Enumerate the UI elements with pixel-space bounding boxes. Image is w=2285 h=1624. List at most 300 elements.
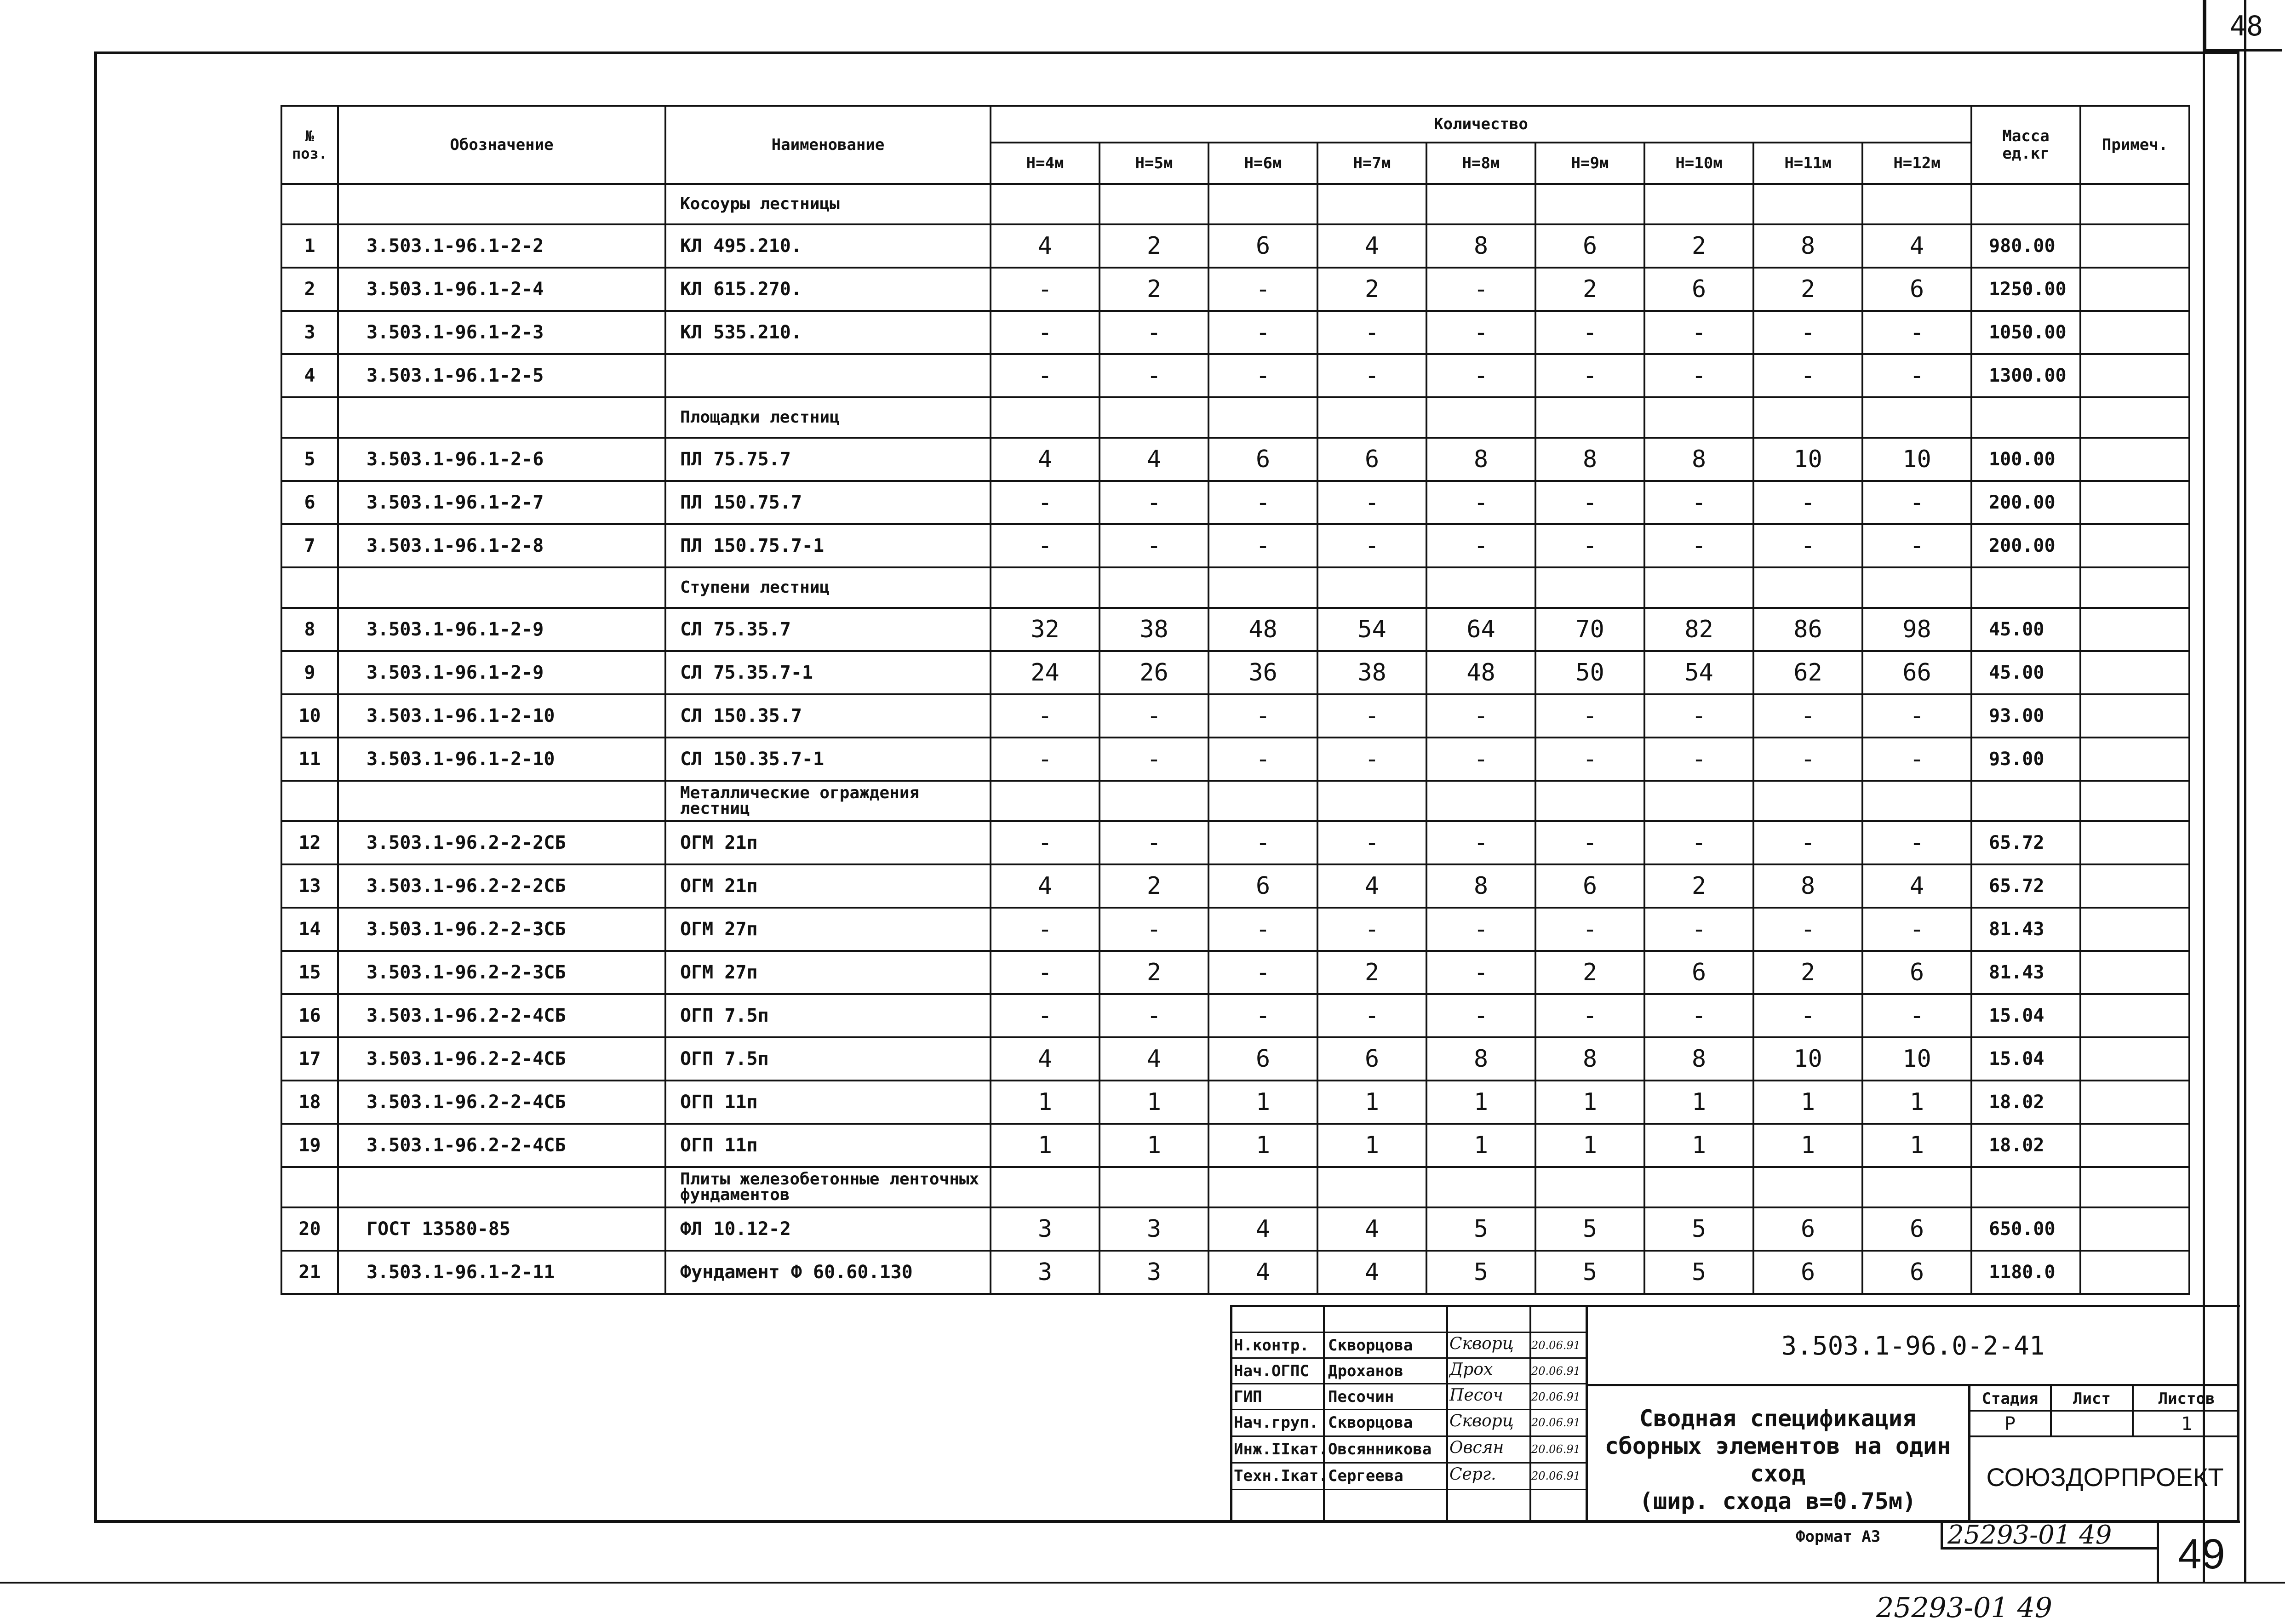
- cell-qty: 4: [991, 224, 1100, 268]
- cell-code: [338, 781, 665, 821]
- cell-qty: 1: [1317, 1081, 1426, 1124]
- cell-qty: 2: [1100, 224, 1208, 268]
- cell-qty: -: [1753, 311, 1862, 354]
- cell-qty: 6: [1753, 1251, 1862, 1294]
- doc-code: 3.503.1-96.0-2-41: [1781, 1331, 2045, 1361]
- cell-qty: -: [1208, 951, 1317, 994]
- staff-name: Песочин: [1328, 1388, 1394, 1406]
- cell-qty: 8: [1753, 864, 1862, 908]
- section-title: Косоуры лестницы: [665, 184, 991, 224]
- cell-pos: [281, 781, 338, 821]
- stage-label: Стадия: [1981, 1390, 2039, 1408]
- cell-name: КЛ 535.210.: [665, 311, 991, 354]
- cell-qty: -: [1535, 354, 1644, 397]
- cell-qty: -: [991, 524, 1100, 567]
- cell-qty: 1: [1208, 1081, 1317, 1124]
- cell-qty: [1535, 1167, 1644, 1207]
- cell-mass: 93.00: [1971, 694, 2080, 738]
- cell-qty: -: [1100, 821, 1208, 864]
- cell-qty: 36: [1208, 651, 1317, 694]
- tb-row-line: [1230, 1409, 1586, 1410]
- table-row: [281, 311, 2189, 354]
- cell-qty: 62: [1753, 651, 1862, 694]
- cell-qty: 4: [1317, 864, 1426, 908]
- cell-qty: -: [1426, 481, 1535, 524]
- cell-qty: -: [1644, 994, 1753, 1037]
- cell-qty: [1644, 1167, 1753, 1207]
- cell-code: 3.503.1-96.1-2-5: [338, 354, 665, 397]
- cell-qty: [1753, 1167, 1862, 1207]
- cell-qty: [1100, 567, 1208, 608]
- cell-qty: 3: [991, 1207, 1100, 1251]
- cell-qty: [1426, 397, 1535, 438]
- cell-pos: 14: [281, 908, 338, 951]
- cell-code: 3.503.1-96.2-2-2СБ: [338, 864, 665, 908]
- cell-qty: 4: [991, 864, 1100, 908]
- cell-qty: -: [1535, 821, 1644, 864]
- cell-qty: -: [1862, 694, 1971, 738]
- cell-qty: -: [1862, 311, 1971, 354]
- header-height-11: Н=11м: [1753, 143, 1862, 184]
- staff-role: ГИП: [1234, 1388, 1262, 1406]
- cell-qty: 6: [1644, 951, 1753, 994]
- staff-name: Скворцова: [1328, 1336, 1413, 1355]
- staff-date: 20.06.91: [1531, 1390, 1581, 1403]
- cell-qty: 54: [1317, 608, 1426, 651]
- table-row: [281, 908, 2189, 951]
- cell-name: ОГМ 21п: [665, 864, 991, 908]
- cell-qty: 6: [1535, 224, 1644, 268]
- tb-row-line: [1230, 1332, 1586, 1333]
- table-row: [281, 1081, 2189, 1124]
- table-row: [281, 524, 2189, 567]
- cell-code: 3.503.1-96.2-2-4СБ: [338, 1124, 665, 1167]
- staff-date: 20.06.91: [1531, 1416, 1581, 1429]
- cell-qty: 8: [1426, 1037, 1535, 1081]
- cell-qty: 1: [1862, 1124, 1971, 1167]
- table-row: [281, 738, 2189, 781]
- table-row: [281, 1124, 2189, 1167]
- cell-name: ПЛ 150.75.7-1: [665, 524, 991, 567]
- cell-mass: [1971, 184, 2080, 224]
- cell-qty: -: [1644, 738, 1753, 781]
- cell-qty: -: [1317, 694, 1426, 738]
- cell-qty: -: [1753, 481, 1862, 524]
- cell-qty: [1100, 397, 1208, 438]
- cell-code: [338, 184, 665, 224]
- cell-qty: -: [1208, 994, 1317, 1037]
- cell-qty: -: [1426, 951, 1535, 994]
- cell-pos: 2: [281, 268, 338, 311]
- header-height-10: Н=10м: [1644, 143, 1753, 184]
- cell-qty: -: [1753, 738, 1862, 781]
- table-row: [281, 354, 2189, 397]
- cell-qty: 1: [1100, 1124, 1208, 1167]
- cell-pos: [281, 567, 338, 608]
- cell-qty: 2: [1753, 951, 1862, 994]
- cell-qty: -: [1753, 694, 1862, 738]
- cell-pos: [281, 397, 338, 438]
- cell-qty: [1100, 184, 1208, 224]
- staff-signature: Песоч: [1449, 1386, 1503, 1405]
- cell-qty: -: [991, 268, 1100, 311]
- cell-qty: [1208, 567, 1317, 608]
- cell-qty: [1100, 1167, 1208, 1207]
- cell-note: [2080, 994, 2189, 1037]
- cell-mass: 15.04: [1971, 1037, 2080, 1081]
- cell-qty: [1535, 781, 1644, 821]
- section-title: Металлические ограждения лестниц: [665, 781, 991, 821]
- cell-qty: -: [1426, 821, 1535, 864]
- staff-signature: Скворц: [1449, 1334, 1514, 1353]
- cell-qty: 32: [991, 608, 1100, 651]
- cell-qty: [991, 781, 1100, 821]
- cell-qty: [1208, 397, 1317, 438]
- cell-qty: 2: [1317, 951, 1426, 994]
- cell-note: [2080, 524, 2189, 567]
- cell-name: СЛ 150.35.7: [665, 694, 991, 738]
- cell-qty: [1535, 397, 1644, 438]
- table-row: [281, 224, 2189, 268]
- cell-qty: 26: [1100, 651, 1208, 694]
- cell-qty: 1: [1426, 1081, 1535, 1124]
- table-row: [281, 1251, 2189, 1294]
- cell-qty: [1426, 1167, 1535, 1207]
- header-height-8: Н=8м: [1426, 143, 1535, 184]
- cell-code: ГОСТ 13580-85: [338, 1207, 665, 1251]
- staff-name: Дроханов: [1328, 1362, 1403, 1380]
- cell-qty: -: [1426, 311, 1535, 354]
- cell-qty: 6: [1862, 268, 1971, 311]
- cell-code: [338, 1167, 665, 1207]
- cell-qty: -: [1535, 694, 1644, 738]
- cell-code: 3.503.1-96.1-2-11: [338, 1251, 665, 1294]
- cell-pos: 8: [281, 608, 338, 651]
- cell-qty: -: [1100, 311, 1208, 354]
- staff-date: 20.06.91: [1531, 1365, 1581, 1378]
- cell-qty: -: [1644, 311, 1753, 354]
- cell-qty: 2: [1644, 864, 1753, 908]
- table-row: [281, 1037, 2189, 1081]
- staff-date: 20.06.91: [1531, 1339, 1581, 1352]
- cell-qty: [991, 1167, 1100, 1207]
- cell-qty: 6: [1208, 224, 1317, 268]
- cell-code: 3.503.1-96.1-2-9: [338, 651, 665, 694]
- cell-qty: 1: [1753, 1081, 1862, 1124]
- header-note: Примеч.: [2080, 106, 2189, 184]
- cell-code: 3.503.1-96.1-2-6: [338, 438, 665, 481]
- cell-qty: -: [1426, 694, 1535, 738]
- cell-qty: -: [1426, 908, 1535, 951]
- cell-mass: 650.00: [1971, 1207, 2080, 1251]
- cell-code: 3.503.1-96.1-2-7: [338, 481, 665, 524]
- cell-qty: 24: [991, 651, 1100, 694]
- stage-value: Р: [2004, 1413, 2016, 1435]
- header-height-12: Н=12м: [1862, 143, 1971, 184]
- cell-mass: 200.00: [1971, 481, 2080, 524]
- cell-note: [2080, 184, 2189, 224]
- cell-qty: 3: [1100, 1207, 1208, 1251]
- cell-qty: [1862, 1167, 1971, 1207]
- cell-qty: -: [1208, 481, 1317, 524]
- cell-pos: 11: [281, 738, 338, 781]
- cell-qty: 1: [1753, 1124, 1862, 1167]
- cell-qty: 3: [991, 1251, 1100, 1294]
- cell-mass: 81.43: [1971, 951, 2080, 994]
- staff-role: Н.контр.: [1234, 1336, 1309, 1355]
- cell-qty: 1: [1317, 1124, 1426, 1167]
- table-row: [281, 608, 2189, 651]
- cell-qty: -: [1644, 524, 1753, 567]
- cell-qty: 1: [1862, 1081, 1971, 1124]
- cell-qty: 10: [1862, 1037, 1971, 1081]
- cell-qty: 54: [1644, 651, 1753, 694]
- cell-qty: 6: [1317, 438, 1426, 481]
- cell-pos: 16: [281, 994, 338, 1037]
- cell-mass: 1050.00: [1971, 311, 2080, 354]
- cell-qty: -: [1644, 481, 1753, 524]
- cell-qty: 66: [1862, 651, 1971, 694]
- cell-qty: 2: [1100, 268, 1208, 311]
- table-row: [281, 951, 2189, 994]
- cell-qty: -: [1100, 994, 1208, 1037]
- staff-signature: Скворц: [1449, 1412, 1514, 1430]
- cell-mass: 100.00: [1971, 438, 2080, 481]
- trimmed-footer-number: 25293-01 49: [1876, 1592, 2052, 1624]
- cell-qty: -: [1535, 481, 1644, 524]
- table-row: [281, 651, 2189, 694]
- table-row: [281, 481, 2189, 524]
- cell-qty: 38: [1317, 651, 1426, 694]
- cell-qty: 4: [1208, 1251, 1317, 1294]
- staff-role: Нач.ОГПС: [1234, 1362, 1309, 1380]
- section-row: [281, 184, 2189, 224]
- cell-qty: 64: [1426, 608, 1535, 651]
- cell-qty: [1753, 184, 1862, 224]
- cell-qty: 4: [1317, 224, 1426, 268]
- cell-code: 3.503.1-96.1-2-10: [338, 694, 665, 738]
- header-mass: Масса ед.кг: [1971, 106, 2080, 184]
- table-row: [281, 864, 2189, 908]
- staff-signature: Дрох: [1449, 1360, 1493, 1379]
- cell-qty: -: [1535, 524, 1644, 567]
- cell-qty: [1317, 397, 1426, 438]
- cell-name: ОГМ 27п: [665, 951, 991, 994]
- staff-name: Сергеева: [1328, 1467, 1403, 1485]
- section-row: [281, 397, 2189, 438]
- cell-qty: -: [1426, 354, 1535, 397]
- cell-name: ОГП 7.5п: [665, 994, 991, 1037]
- format-label: Формат А3: [1796, 1527, 1881, 1546]
- staff-date: 20.06.91: [1531, 1470, 1581, 1482]
- cell-code: 3.503.1-96.1-2-3: [338, 311, 665, 354]
- section-row: [281, 567, 2189, 608]
- cell-qty: 48: [1208, 608, 1317, 651]
- cell-qty: 38: [1100, 608, 1208, 651]
- cell-qty: 4: [991, 1037, 1100, 1081]
- cell-name: ОГМ 21п: [665, 821, 991, 864]
- cell-qty: 6: [1862, 951, 1971, 994]
- cell-qty: -: [1317, 354, 1426, 397]
- cell-qty: [1426, 781, 1535, 821]
- cell-pos: [281, 184, 338, 224]
- table-row: [281, 821, 2189, 864]
- cell-qty: -: [1862, 738, 1971, 781]
- cell-qty: 1: [1644, 1124, 1753, 1167]
- cell-qty: [1644, 184, 1753, 224]
- cell-qty: -: [991, 994, 1100, 1037]
- cell-name: ОГП 11п: [665, 1081, 991, 1124]
- cell-qty: -: [1100, 481, 1208, 524]
- cell-qty: -: [1208, 908, 1317, 951]
- cell-mass: 45.00: [1971, 608, 2080, 651]
- cell-qty: [1535, 184, 1644, 224]
- cell-qty: -: [1317, 821, 1426, 864]
- header-height-4: Н=4м: [991, 143, 1100, 184]
- tb-row-line: [1586, 1384, 2239, 1386]
- cell-pos: 18: [281, 1081, 338, 1124]
- header-pos: № поз.: [281, 106, 338, 184]
- cell-qty: -: [991, 311, 1100, 354]
- staff-name: Скворцова: [1328, 1413, 1413, 1432]
- cell-mass: 65.72: [1971, 821, 2080, 864]
- staff-signature: Серг.: [1449, 1465, 1496, 1484]
- cell-qty: -: [1317, 908, 1426, 951]
- cell-qty: 2: [1317, 268, 1426, 311]
- cell-qty: -: [1535, 994, 1644, 1037]
- cell-qty: [1862, 781, 1971, 821]
- tb-row-line: [1230, 1435, 1586, 1437]
- cell-qty: -: [1644, 354, 1753, 397]
- cell-mass: 45.00: [1971, 651, 2080, 694]
- cell-qty: -: [1100, 694, 1208, 738]
- cell-qty: 4: [1100, 1037, 1208, 1081]
- table-row: [281, 1207, 2189, 1251]
- cell-qty: -: [1644, 694, 1753, 738]
- cell-qty: 6: [1208, 864, 1317, 908]
- cell-qty: [1862, 397, 1971, 438]
- header-height-6: Н=6м: [1208, 143, 1317, 184]
- spec-table-body: [281, 184, 2189, 1294]
- cell-qty: 4: [1862, 224, 1971, 268]
- cell-note: [2080, 1251, 2189, 1294]
- cell-pos: 7: [281, 524, 338, 567]
- cell-qty: 6: [1208, 1037, 1317, 1081]
- table-row: [281, 694, 2189, 738]
- cell-qty: [1317, 1167, 1426, 1207]
- cell-mass: 81.43: [1971, 908, 2080, 951]
- cell-pos: 9: [281, 651, 338, 694]
- cell-qty: 5: [1535, 1207, 1644, 1251]
- cell-qty: -: [1753, 821, 1862, 864]
- cell-qty: -: [1753, 354, 1862, 397]
- cell-qty: 8: [1426, 864, 1535, 908]
- table-row: [281, 438, 2189, 481]
- cell-pos: 5: [281, 438, 338, 481]
- doc-title: [1587, 1405, 1968, 1515]
- cell-qty: -: [1208, 694, 1317, 738]
- cell-qty: 6: [1535, 864, 1644, 908]
- cell-note: [2080, 694, 2189, 738]
- cell-pos: 20: [281, 1207, 338, 1251]
- header-qty: Количество: [991, 106, 1971, 143]
- cell-qty: -: [1862, 481, 1971, 524]
- cell-qty: 4: [1317, 1251, 1426, 1294]
- cell-mass: 93.00: [1971, 738, 2080, 781]
- cell-qty: 3: [1100, 1251, 1208, 1294]
- cell-qty: [1862, 184, 1971, 224]
- table-row: [281, 994, 2189, 1037]
- cell-qty: 1: [1535, 1124, 1644, 1167]
- cell-qty: [1208, 184, 1317, 224]
- cell-qty: 5: [1644, 1207, 1753, 1251]
- cell-note: [2080, 951, 2189, 994]
- cell-note: [2080, 1081, 2189, 1124]
- cell-mass: 200.00: [1971, 524, 2080, 567]
- tb-row-line: [1968, 1435, 2239, 1437]
- cell-code: 3.503.1-96.2-2-3СБ: [338, 908, 665, 951]
- cell-qty: 8: [1535, 1037, 1644, 1081]
- cell-qty: [1535, 567, 1644, 608]
- cell-code: 3.503.1-96.1-2-2: [338, 224, 665, 268]
- section-row: [281, 781, 2189, 821]
- cell-note: [2080, 821, 2189, 864]
- section-row: [281, 1167, 2189, 1207]
- cell-qty: [1426, 567, 1535, 608]
- cell-qty: 5: [1426, 1251, 1535, 1294]
- cell-name: СЛ 75.35.7: [665, 608, 991, 651]
- cell-qty: -: [1862, 994, 1971, 1037]
- cell-code: 3.503.1-96.2-2-4СБ: [338, 994, 665, 1037]
- cell-qty: 6: [1862, 1207, 1971, 1251]
- cell-qty: [1753, 397, 1862, 438]
- cell-note: [2080, 224, 2189, 268]
- cell-name: КЛ 495.210.: [665, 224, 991, 268]
- bottom-page-number: 49: [2178, 1531, 2225, 1578]
- cell-qty: -: [1644, 821, 1753, 864]
- cell-qty: 8: [1426, 224, 1535, 268]
- cell-qty: 1: [1208, 1124, 1317, 1167]
- cell-qty: 10: [1753, 1037, 1862, 1081]
- cell-qty: [1644, 397, 1753, 438]
- cell-qty: -: [1317, 311, 1426, 354]
- cell-pos: 12: [281, 821, 338, 864]
- cell-mass: 65.72: [1971, 864, 2080, 908]
- cell-qty: [1644, 567, 1753, 608]
- cell-pos: 3: [281, 311, 338, 354]
- cell-qty: 6: [1208, 438, 1317, 481]
- cell-pos: 15: [281, 951, 338, 994]
- top-page-number: 48: [2229, 10, 2263, 42]
- cell-name: ОГП 11п: [665, 1124, 991, 1167]
- cell-qty: 50: [1535, 651, 1644, 694]
- cell-code: [338, 397, 665, 438]
- staff-name: Овсянникова: [1328, 1440, 1432, 1458]
- sheets-value: 1: [2181, 1413, 2193, 1435]
- cell-name: ПЛ 150.75.7: [665, 481, 991, 524]
- bottom-trim-line: [0, 1582, 2285, 1584]
- cell-pos: 19: [281, 1124, 338, 1167]
- cell-code: 3.503.1-96.2-2-4СБ: [338, 1037, 665, 1081]
- table-row: [281, 268, 2189, 311]
- cell-qty: 1: [1644, 1081, 1753, 1124]
- cell-qty: 10: [1862, 438, 1971, 481]
- staff-role: Инж.IIкат.: [1234, 1440, 1328, 1458]
- cell-qty: 1: [991, 1081, 1100, 1124]
- cell-pos: 1: [281, 224, 338, 268]
- cell-qty: 4: [1100, 438, 1208, 481]
- cell-qty: -: [1753, 908, 1862, 951]
